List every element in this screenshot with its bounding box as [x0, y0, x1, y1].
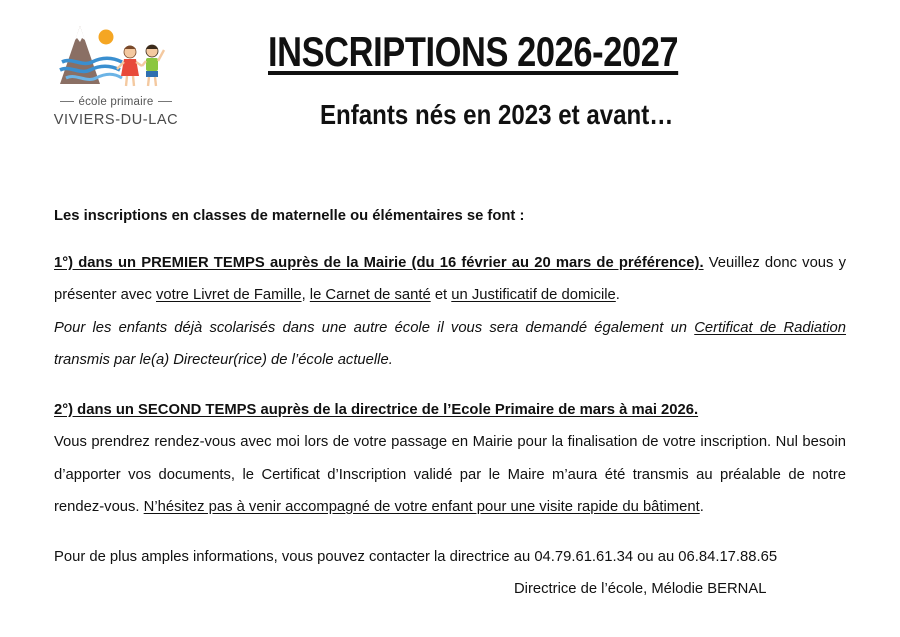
step2-paragraph	[54, 426, 846, 524]
school-logo	[46, 22, 196, 137]
page-title: INSCRIPTIONS 2026-2027	[268, 28, 679, 75]
step1-heading: 1°) dans un PREMIER TEMPS auprès de la Mairie (du 16 février au 20 mars de préférence).	[54, 254, 704, 271]
step1-doc-livret: votre Livret de Famille	[156, 287, 302, 303]
step1-doc-carnet: le Carnet de santé	[309, 287, 431, 303]
step1-note-certificate: Certificat de Radiation	[694, 319, 847, 336]
step1-separator: et	[430, 287, 452, 303]
step1-end: .	[615, 287, 620, 303]
step1-text: Veuillez donc vous y présenter avec	[54, 254, 847, 303]
intro-text: Les inscriptions en classes de maternelle ou élémentaires se font :	[54, 208, 525, 224]
step1-note-text: Pour les enfants déjà scolarisés dans une autre école il vous sera demandé également un	[54, 319, 695, 336]
logo-tagline: école primaire	[46, 96, 186, 108]
logo-mountain-children-icon	[56, 22, 180, 92]
step2-invite: N’hésitez pas à venir accompagné de votre enfant pour une visite rapide du bâtiment	[143, 499, 700, 515]
step1-note-text-end: transmis par le(a) Directeur(rice) de l’école actuelle.	[54, 352, 393, 368]
contact-text: Pour de plus amples informations, vous pouvez contacter la directrice au 04.79.61.61.34 ou au 06.84.17.88.65	[54, 548, 778, 565]
spacer	[54, 377, 846, 394]
logo-town-name: VIVIERS-DU-LAC	[53, 112, 179, 128]
step1-separator: ,	[301, 287, 310, 303]
step1-note	[54, 312, 846, 377]
step1-paragraph	[54, 247, 846, 312]
step2-text: Vous prendrez rendez-vous avec moi lors de votre passage en Mairie pour la finalisation de votre inscription. Nul besoin d’apporter vos documents, le Certificat d’Inscription validé par le Maire m’aura été transmis au préalable de notre rendez-vous.	[54, 434, 846, 515]
page-subtitle: Enfants nés en 2023 et avant…	[320, 99, 674, 130]
document-body	[54, 200, 846, 573]
signature: Directrice de l’école, Mélodie BERNAL	[514, 581, 767, 597]
step2-heading: 2°) dans un SECOND TEMPS auprès de la directrice de l’Ecole Primaire de mars à mai 2026.	[54, 401, 699, 418]
step1-doc-justificatif: un Justificatif de domicile	[451, 287, 616, 303]
step2-end: .	[699, 499, 704, 515]
spacer	[54, 524, 846, 541]
